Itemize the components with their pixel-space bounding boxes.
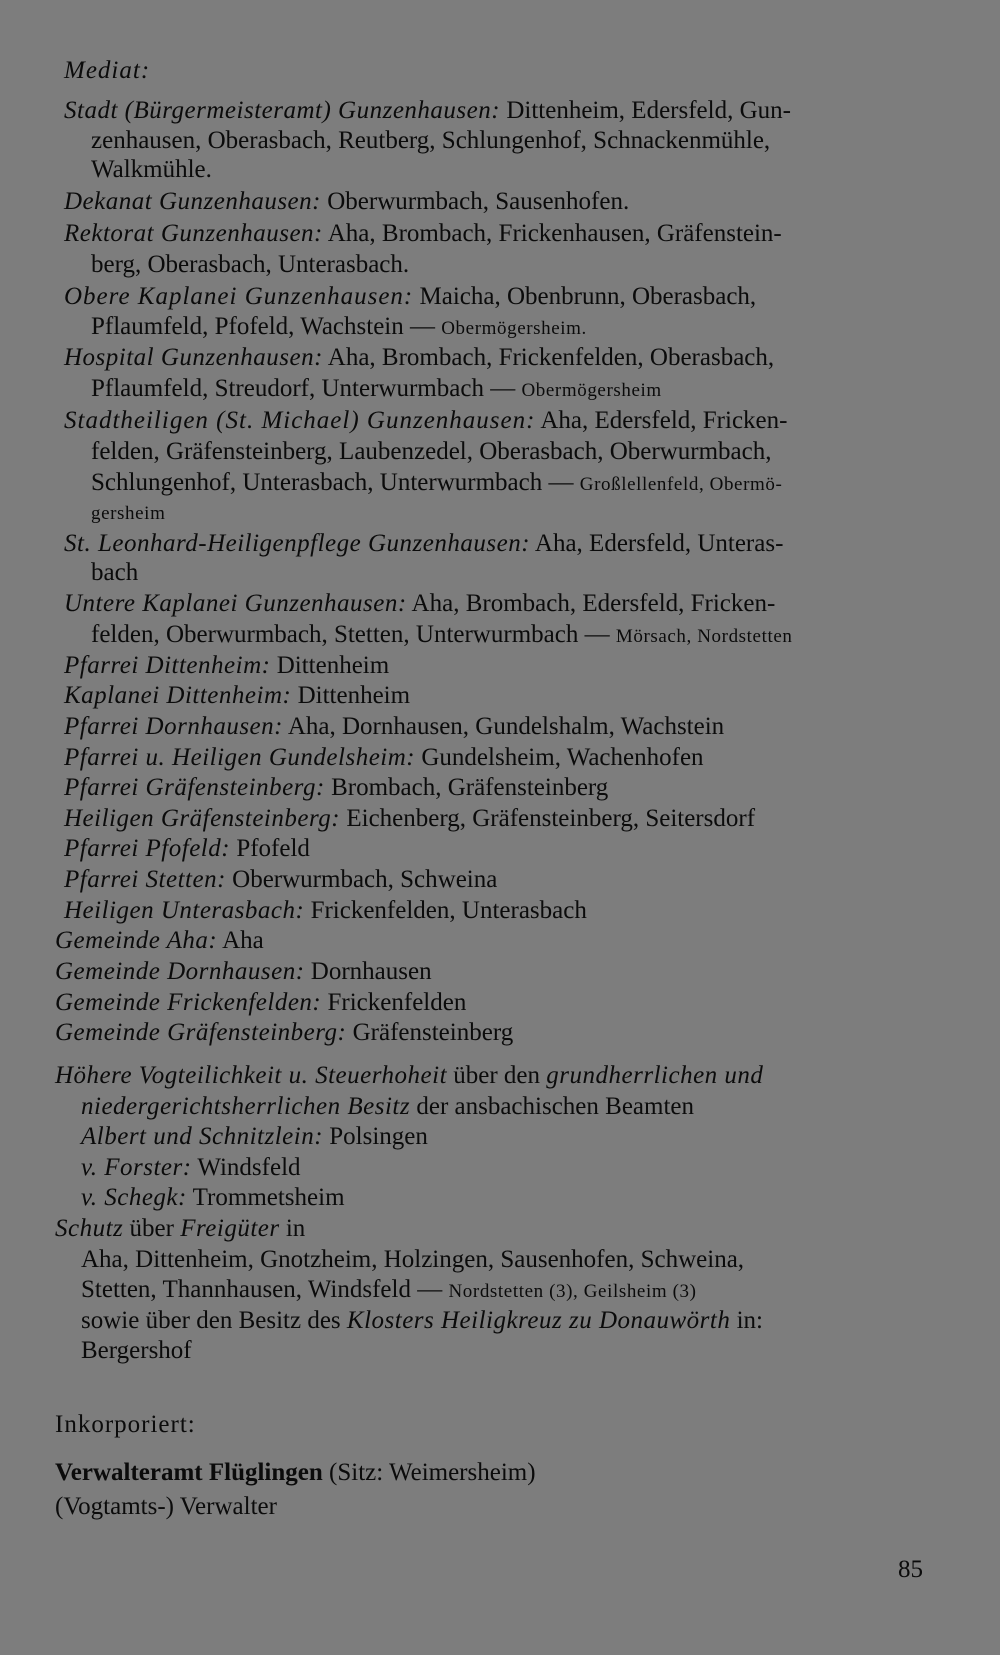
entry-line: Gemeinde Gräfensteinberg: Gräfensteinberg (55, 1019, 514, 1046)
entry-line: Obere Kaplanei Gunzenhausen: Maicha, Obenbrunn, Oberasbach, (64, 283, 757, 310)
entry-line: Gemeinde Aha: Aha (55, 927, 264, 954)
vogtei-line: Bergershof (81, 1337, 192, 1364)
entry-line: Pfarrei Gräfensteinberg: Brombach, Gräfensteinberg (64, 774, 609, 801)
entry-line: Rektorat Gunzenhausen: Aha, Brombach, Frickenhausen, Gräfenstein- (64, 220, 782, 247)
entry-line: Heiligen Gräfensteinberg: Eichenberg, Gräfensteinberg, Seitersdorf (64, 805, 756, 832)
heading-inkorporiert: Inkorporiert: (55, 1411, 196, 1438)
verwalter-line: (Vogtamts-) Verwalter (55, 1493, 277, 1520)
entry-line: felden, Oberwurmbach, Stetten, Unterwurmbach — Mörsach, Nordstetten (91, 621, 793, 648)
heading-mediat: Mediat: (64, 57, 151, 84)
vogtei-line: Höhere Vogteilichkeit u. Steuerhoheit über den grundherrlichen und (55, 1062, 764, 1089)
vogtei-line: v. Forster: Windsfeld (81, 1154, 301, 1181)
vogtei-line: Stetten, Thannhausen, Windsfeld — Nordstetten (3), Geilsheim (3) (81, 1276, 697, 1303)
vogtei-line: niedergerichtsherrlichen Besitz der ansbachischen Beamten (81, 1093, 695, 1120)
entry-line: Walkmühle. (91, 156, 212, 183)
entry-line: Pfarrei Dittenheim: Dittenheim (64, 652, 390, 679)
entry-line: Kaplanei Dittenheim: Dittenheim (64, 682, 411, 709)
entry-line: felden, Gräfensteinberg, Laubenzedel, Oberasbach, Oberwurmbach, (91, 438, 772, 465)
entry-line: St. Leonhard-Heiligenpflege Gunzenhausen: Aha, Edersfeld, Unteras- (64, 530, 784, 557)
entry-line: bach (91, 559, 139, 586)
entry-line: Pfarrei u. Heiligen Gundelsheim: Gundelsheim, Wachenhofen (64, 744, 704, 771)
entry-line: Hospital Gunzenhausen: Aha, Brombach, Frickenfelden, Oberasbach, (64, 344, 775, 371)
vogtei-line: Schutz über Freigüter in (55, 1215, 306, 1242)
entry-line: Pfarrei Dornhausen: Aha, Dornhausen, Gundelshalm, Wachstein (64, 713, 725, 740)
entry-line: Pflaumfeld, Streudorf, Unterwurmbach — Obermögersheim (91, 375, 662, 402)
vogtei-line: Aha, Dittenheim, Gnotzheim, Holzingen, Sausenhofen, Schweina, (81, 1246, 745, 1273)
entry-line: Gemeinde Dornhausen: Dornhausen (55, 958, 432, 985)
vogtei-line: Albert und Schnitzlein: Polsingen (81, 1123, 428, 1150)
entry-line: Untere Kaplanei Gunzenhausen: Aha, Brombach, Edersfeld, Fricken- (64, 590, 776, 617)
vogtei-line: sowie über den Besitz des Klosters Heiligkreuz zu Donauwörth in: (81, 1307, 764, 1334)
entry-line: Pflaumfeld, Pfofeld, Wachstein — Obermögersheim. (91, 313, 587, 340)
entry-line: Stadt (Bürgermeisteramt) Gunzenhausen: Dittenheim, Edersfeld, Gun- (64, 97, 791, 124)
entry-line: zenhausen, Oberasbach, Reutberg, Schlungenhof, Schnackenmühle, (91, 127, 771, 154)
page-number: 85 (898, 1556, 923, 1583)
entry-line: Pfarrei Stetten: Oberwurmbach, Schweina (64, 866, 498, 893)
entry-line: Schlungenhof, Unterasbach, Unterwurmbach — Großlellenfeld, Obermö- (91, 469, 783, 496)
entry-line: Pfarrei Pfofeld: Pfofeld (64, 835, 310, 862)
entry-line: Dekanat Gunzenhausen: Oberwurmbach, Sausenhofen. (64, 188, 630, 215)
verwalteramt-line: Verwalteramt Flüglingen (Sitz: Weimersheim) (55, 1459, 536, 1486)
entry-line: Gemeinde Frickenfelden: Frickenfelden (55, 989, 467, 1016)
vogtei-line: v. Schegk: Trommetsheim (81, 1184, 345, 1211)
entry-line: Heiligen Unterasbach: Frickenfelden, Unterasbach (64, 897, 587, 924)
entry-line: Stadtheiligen (St. Michael) Gunzenhausen: Aha, Edersfeld, Fricken- (64, 407, 788, 434)
entry-line: berg, Oberasbach, Unterasbach. (91, 251, 410, 278)
entry-line: gersheim (91, 503, 166, 524)
